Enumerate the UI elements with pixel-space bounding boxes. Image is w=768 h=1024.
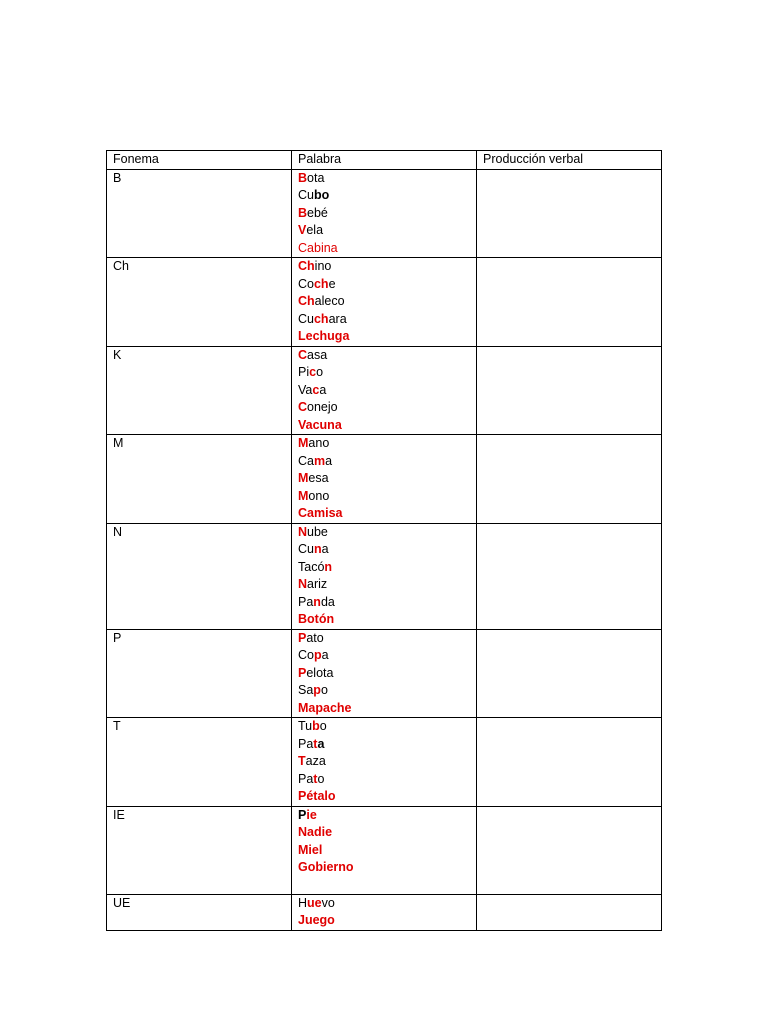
word [298, 541, 470, 559]
word-segment: ato [306, 630, 324, 645]
table-row [107, 523, 662, 629]
word-segment: Camisa [298, 506, 343, 520]
word [298, 682, 470, 700]
word [298, 771, 470, 789]
word-segment: onejo [307, 400, 338, 414]
word-segment: p [313, 648, 322, 662]
produccion-verbal-cell[interactable] [477, 806, 662, 894]
word-segment: Cu [298, 542, 314, 556]
palabra-cell [292, 435, 477, 524]
word [298, 594, 470, 612]
table-row [107, 629, 662, 718]
word [298, 347, 470, 365]
word-segment: N [298, 577, 308, 591]
header-row [107, 151, 662, 170]
word-segment: P [298, 807, 307, 822]
produccion-verbal-cell[interactable] [477, 435, 662, 524]
word-segment: ota [307, 170, 325, 185]
word-segment: H [298, 895, 308, 910]
header-fonema: Fonema [107, 151, 292, 170]
word-segment: B [298, 205, 308, 220]
produccion-verbal-cell[interactable] [477, 346, 662, 435]
word-segment: ebé [307, 205, 328, 220]
produccion-verbal-cell[interactable] [477, 629, 662, 718]
word-segment: Mapache [298, 700, 352, 715]
table-row [107, 806, 662, 894]
word-segment: o [320, 683, 328, 697]
word-segment: b [312, 719, 320, 733]
word [298, 417, 470, 435]
table-row [107, 894, 662, 930]
word-segment: t [313, 736, 318, 751]
palabra-cell [292, 346, 477, 435]
fonema-cell: IE [107, 806, 292, 894]
word [298, 222, 470, 240]
produccion-verbal-cell[interactable] [477, 169, 662, 258]
word [298, 842, 470, 860]
word [298, 505, 470, 523]
header-palabra: Palabra [292, 151, 477, 170]
word-segment: Tu [298, 719, 313, 733]
word-segment: Gobierno [298, 860, 354, 874]
word-segment: T [298, 754, 306, 768]
word-segment: Pi [298, 365, 310, 379]
word-segment: P [298, 665, 307, 680]
word-segment: Juego [298, 913, 335, 927]
word-segment: aza [305, 754, 326, 768]
fonema-cell: P [107, 629, 292, 718]
word-segment: M [298, 488, 309, 503]
fonema-cell: Ch [107, 258, 292, 347]
word-segment: ina [320, 240, 338, 255]
word [298, 524, 470, 542]
fonema-cell: UE [107, 894, 292, 930]
word-segment: Co [298, 276, 314, 291]
fonema-cell: B [107, 169, 292, 258]
word-segment: Ca [298, 453, 314, 468]
word [298, 788, 470, 806]
word-segment: c [309, 365, 317, 379]
word-segment: Vacuna [298, 417, 342, 432]
word-segment: M [298, 471, 309, 485]
header-produccion-verbal: Producción verbal [477, 151, 662, 170]
word-segment: C [298, 347, 308, 362]
palabra-cell [292, 523, 477, 629]
word-segment: V [298, 223, 307, 237]
word-segment: ube [307, 524, 328, 539]
word-segment: Cab [298, 240, 321, 255]
word-segment: a [317, 736, 325, 751]
word-segment: Pa [298, 594, 314, 609]
word-segment: m [313, 453, 326, 468]
word-segment: n [313, 542, 322, 556]
word-segment: da [320, 594, 335, 609]
table-row [107, 346, 662, 435]
word-segment: Ch [298, 259, 315, 273]
word-segment: aleco [314, 294, 345, 308]
word [298, 187, 470, 205]
word-segment: esa [308, 471, 329, 485]
word-segment: a [325, 453, 333, 468]
word [298, 205, 470, 223]
word-segment: Co [298, 648, 314, 662]
word [298, 630, 470, 648]
word-segment: C [298, 400, 308, 414]
word-segment: Ch [298, 294, 315, 308]
word [298, 736, 470, 754]
palabra-cell [292, 629, 477, 718]
word-segment: t [313, 771, 318, 786]
word-segment: o [317, 771, 325, 786]
word-segment: p [313, 683, 321, 697]
word-segment: a [319, 382, 327, 397]
word [298, 328, 470, 346]
word-segment: ariz [307, 577, 328, 591]
word-segment: ano [308, 436, 330, 450]
word-segment: ino [314, 259, 332, 273]
word [298, 293, 470, 311]
word-segment: Botón [298, 612, 335, 626]
word-segment: Lechuga [298, 329, 350, 343]
word-segment: a [321, 648, 329, 662]
palabra-cell [292, 894, 477, 930]
word [298, 807, 470, 825]
word-segment: P [298, 630, 307, 645]
produccion-verbal-cell[interactable] [477, 258, 662, 347]
produccion-verbal-cell[interactable] [477, 523, 662, 629]
word [298, 753, 470, 771]
word [298, 364, 470, 382]
word-segment: a [321, 542, 329, 556]
word-segment: ch [313, 276, 329, 291]
word [298, 895, 470, 913]
word [298, 647, 470, 665]
table-body [107, 169, 662, 930]
word-segment: o [319, 719, 327, 733]
word [298, 824, 470, 842]
table-row [107, 169, 662, 258]
word [298, 399, 470, 417]
word [298, 611, 470, 629]
word-segment: N [298, 524, 308, 539]
palabra-cell [292, 169, 477, 258]
word [298, 435, 470, 453]
word [298, 240, 470, 258]
word [298, 170, 470, 188]
fonema-cell: M [107, 435, 292, 524]
word-segment: vo [321, 895, 335, 910]
palabra-cell [292, 258, 477, 347]
word [298, 665, 470, 683]
word [298, 311, 470, 329]
word-segment: Sa [298, 683, 314, 697]
fonema-cell: N [107, 523, 292, 629]
table-row [107, 435, 662, 524]
word [298, 382, 470, 400]
word [298, 276, 470, 294]
word-segment: ara [328, 311, 347, 326]
word-segment: b [313, 188, 322, 202]
fonema-cell: K [107, 346, 292, 435]
word-segment: n [324, 559, 333, 574]
word-segment: M [298, 436, 309, 450]
word [298, 559, 470, 577]
word-segment: Va [298, 382, 313, 397]
word-segment: c [312, 382, 320, 397]
word-segment: ela [306, 223, 324, 237]
word [298, 718, 470, 736]
word-segment: e [328, 276, 336, 291]
word-segment: ie [306, 807, 317, 822]
word [298, 576, 470, 594]
table-row [107, 258, 662, 347]
word-segment: elota [306, 665, 334, 680]
word-segment: o [316, 365, 324, 379]
word-segment: Nadie [298, 825, 333, 839]
word-segment: Pa [298, 736, 314, 751]
word-segment: asa [307, 347, 328, 362]
word [298, 912, 470, 930]
table-row [107, 718, 662, 807]
word [298, 700, 470, 718]
produccion-verbal-cell[interactable] [477, 718, 662, 807]
word [298, 258, 470, 276]
produccion-verbal-cell[interactable] [477, 894, 662, 930]
word [298, 470, 470, 488]
phoneme-table [106, 150, 662, 931]
word-segment: o [321, 188, 330, 202]
fonema-cell: T [107, 718, 292, 807]
palabra-cell [292, 718, 477, 807]
word-segment: n [313, 594, 321, 609]
word-segment: Miel [298, 842, 323, 857]
word [298, 488, 470, 506]
word [298, 859, 470, 877]
word-segment: Cu [298, 311, 314, 326]
word-segment: Cu [298, 188, 314, 202]
word-segment: Pétalo [298, 789, 336, 803]
word [298, 453, 470, 471]
word-segment: Tacó [298, 559, 325, 574]
word-segment: ch [313, 311, 329, 326]
word-segment: ue [307, 895, 322, 910]
word-segment: ono [308, 488, 330, 503]
palabra-cell [292, 806, 477, 894]
word-segment: B [298, 170, 308, 185]
word-segment: Pa [298, 771, 314, 786]
